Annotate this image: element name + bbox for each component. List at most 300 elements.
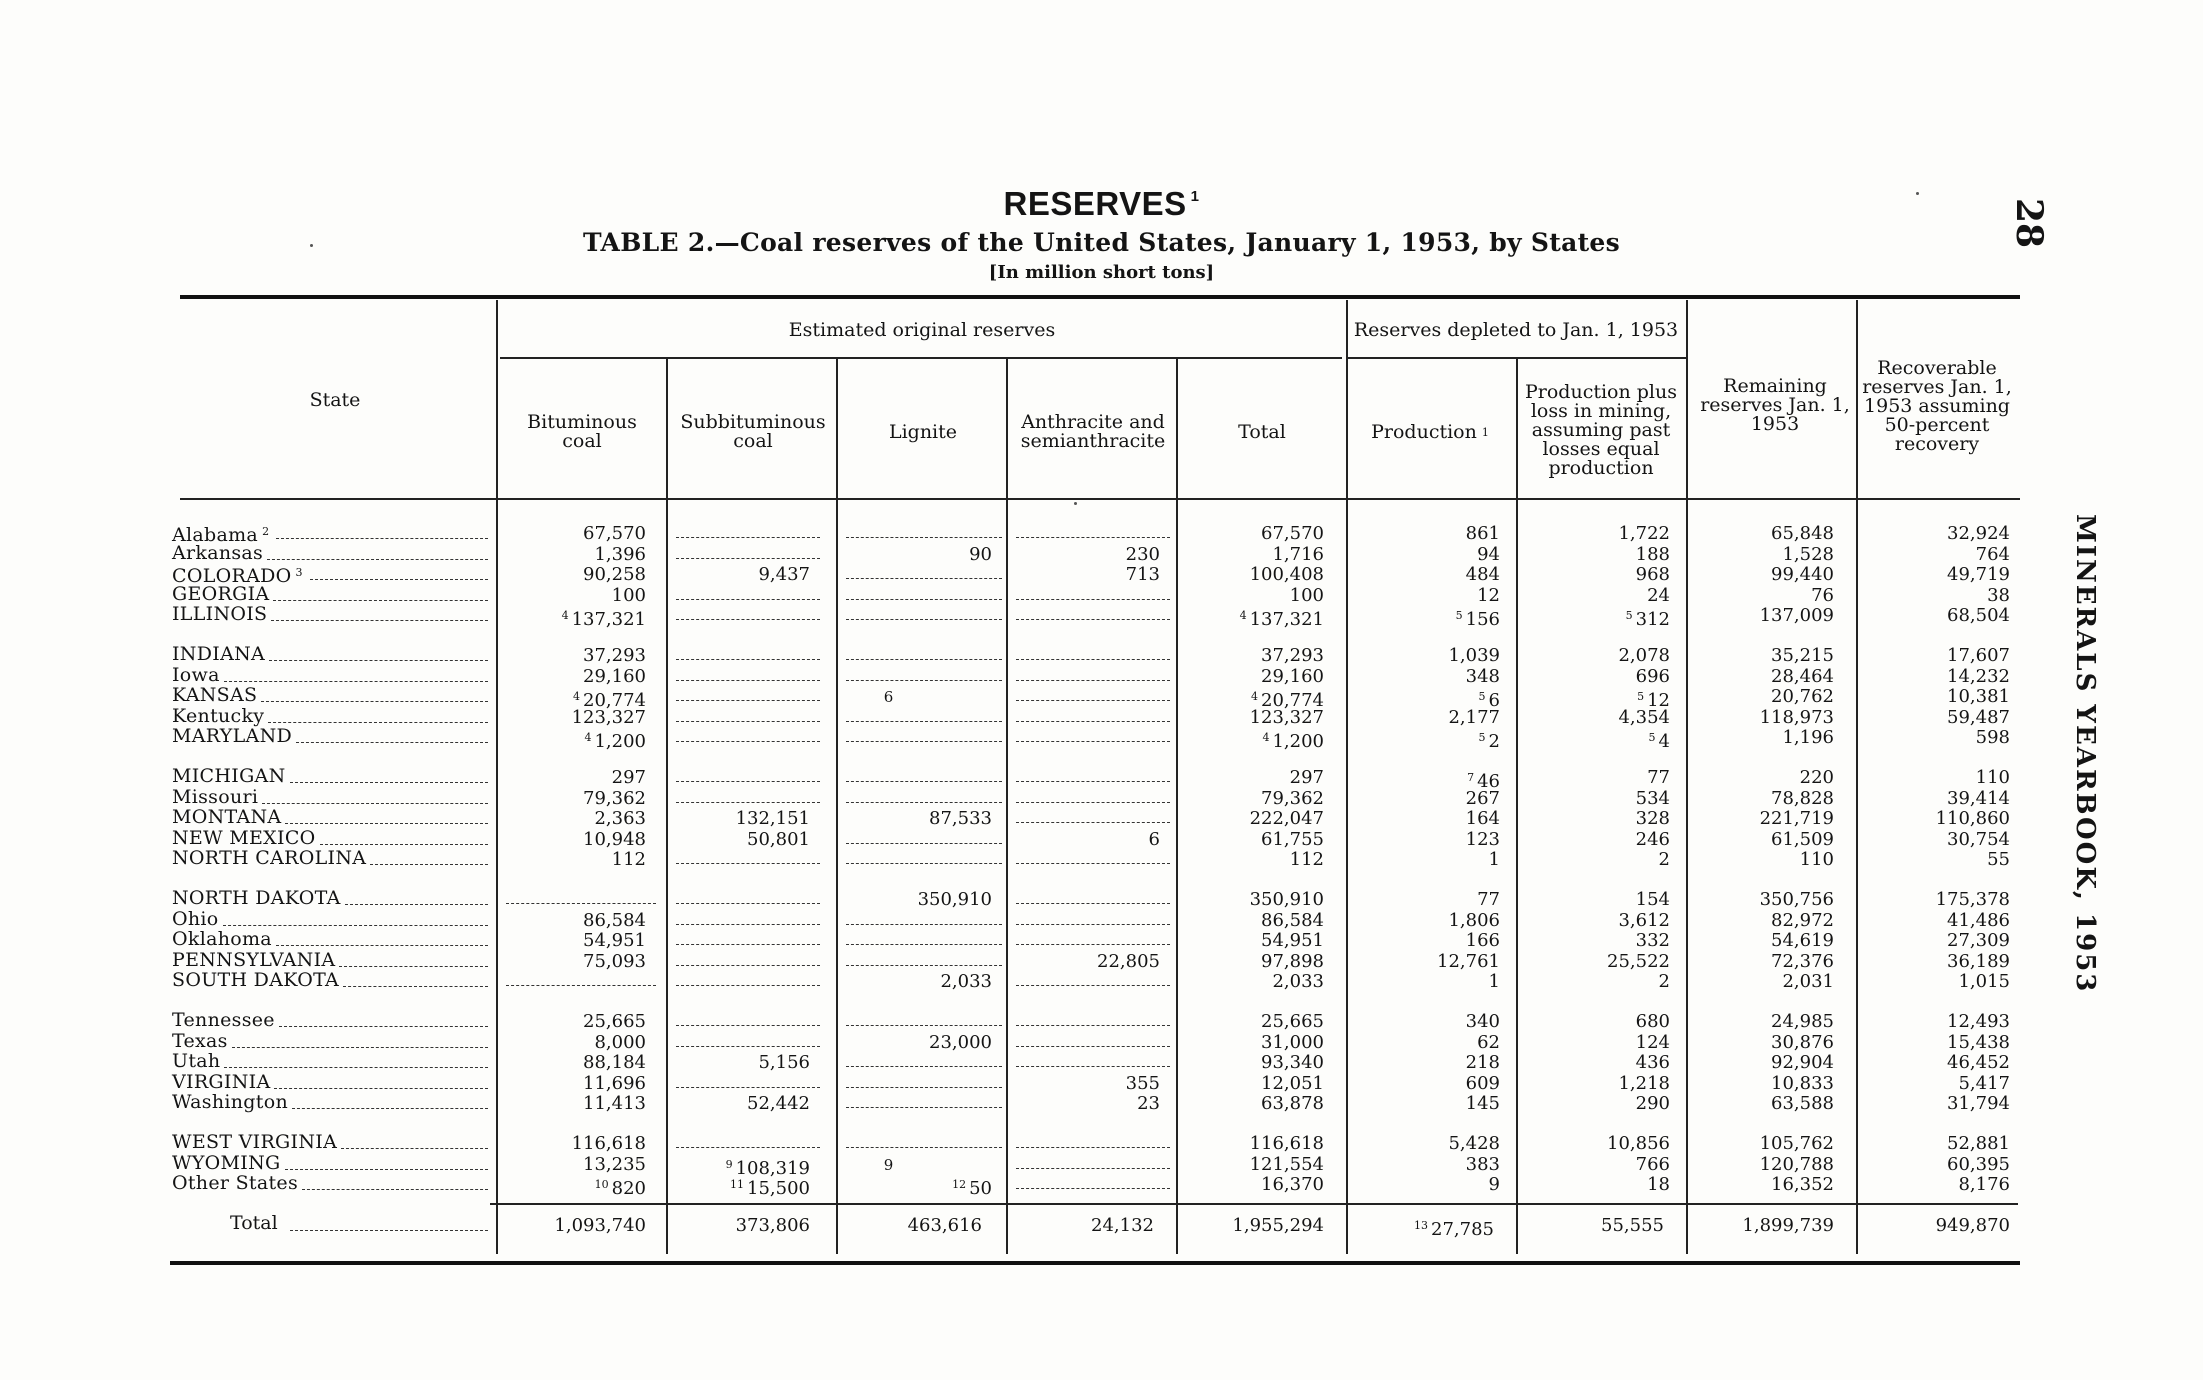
- state-name: [172, 828, 316, 848]
- cell-value: 54,951: [1261, 930, 1324, 952]
- state-name: [172, 909, 219, 929]
- cell-value: 5,428: [1448, 1133, 1500, 1154]
- empty-cell-dash: [846, 680, 1002, 681]
- state-footnote: 2: [262, 525, 270, 538]
- cell-value: 332: [1635, 930, 1670, 952]
- empty-cell-dash: [1016, 680, 1170, 681]
- cell-value: 49,719: [1947, 564, 2010, 586]
- cell-value: 24: [1647, 584, 1670, 606]
- cell-production: [1350, 1074, 1500, 1094]
- header-production-label: Production: [1371, 420, 1477, 443]
- cell-production-plus-loss: [1520, 789, 1670, 809]
- cell-value: 2,031: [1782, 971, 1834, 993]
- state-name: [172, 1051, 220, 1071]
- cell-value: 112: [1289, 849, 1324, 871]
- cell-remaining: [1690, 890, 1834, 910]
- empty-cell-dash: [1016, 944, 1170, 945]
- cell-value: 17,607: [1947, 645, 2010, 666]
- cell-value: 9,437: [758, 564, 810, 586]
- cell-production: [1350, 850, 1500, 870]
- cell-value: 61,509: [1771, 828, 1834, 850]
- cell-value: 59,487: [1947, 706, 2010, 728]
- cell-value: 267: [1465, 787, 1500, 809]
- cell-value: 86,584: [583, 909, 646, 931]
- cell-anthracite: [1010, 952, 1160, 972]
- cell-value: 680: [1635, 1011, 1670, 1032]
- cell-value: 3,612: [1618, 909, 1670, 931]
- cell-value: 67,570: [583, 523, 646, 544]
- header-bituminous: Bituminous coal: [527, 411, 637, 452]
- empty-cell-dash: [846, 659, 1002, 660]
- state-leader: [224, 681, 488, 682]
- state-leader: [302, 1189, 488, 1190]
- empty-cell-dash: [846, 944, 1002, 945]
- cell-value: 123: [1465, 828, 1500, 850]
- cell-value: 4,354: [1618, 706, 1670, 728]
- cell-footnote: 11: [730, 1178, 745, 1192]
- cell-value: 1,528: [1782, 543, 1834, 565]
- header-group-original: Estimated original reserves: [788, 318, 1056, 341]
- empty-cell-dash: [846, 781, 1002, 782]
- state-leader: [290, 782, 488, 783]
- cell-recoverable: [1860, 850, 2010, 870]
- cell-recoverable: [1860, 1012, 2010, 1032]
- cell-value: 350,910: [917, 889, 992, 910]
- empty-cell-dash: [676, 741, 820, 742]
- cell-remaining: [1690, 931, 1834, 951]
- state-label: SOUTH DAKOTA: [172, 969, 340, 992]
- cell-value: 86,584: [1261, 909, 1324, 931]
- total-row-remaining: 1,899,739: [1742, 1215, 1834, 1236]
- cell-value: 15,500: [747, 1178, 810, 1200]
- page-number: 28: [2008, 198, 2050, 249]
- cell-value: 14,232: [1947, 665, 2010, 687]
- cell-anthracite: [1010, 565, 1160, 585]
- state-name: [172, 685, 257, 705]
- cell-value: 50,801: [747, 828, 810, 850]
- cell-subbituminous: [670, 830, 810, 850]
- cell-value: 968: [1635, 564, 1670, 586]
- cell-value: 25,665: [583, 1011, 646, 1032]
- cell-remaining: [1690, 911, 1834, 931]
- bottom-rule: [170, 1261, 2020, 1265]
- table-caption: TABLE 2.—Coal reserves of the United States, January 1, 1953, by States: [582, 228, 1621, 257]
- cell-value: 37,293: [583, 645, 646, 666]
- cell-bituminous: [500, 524, 646, 544]
- cell-total: [1180, 789, 1324, 809]
- cell-subbituminous: [670, 1053, 810, 1073]
- cell-value: 55: [1987, 849, 2010, 871]
- header-production: [1348, 400, 1512, 464]
- cell-value: 52,442: [747, 1093, 810, 1115]
- cell-lignite: [840, 1175, 992, 1199]
- cell-subbituminous: [670, 1175, 810, 1199]
- cell-lignite: [840, 1033, 992, 1053]
- empty-cell-dash: [1016, 924, 1170, 925]
- cell-value: 63,588: [1771, 1093, 1834, 1115]
- cell-total: [1180, 708, 1324, 728]
- cell-total: [1180, 1155, 1324, 1175]
- cell-production: [1350, 1012, 1500, 1032]
- empty-cell-dash: [846, 1025, 1002, 1026]
- cell-recoverable: [1860, 1053, 2010, 1073]
- cell-bituminous: [500, 809, 646, 829]
- cell-recoverable: [1860, 524, 2010, 544]
- cell-value: 16,370: [1261, 1174, 1324, 1196]
- cell-value: 99,440: [1771, 564, 1834, 586]
- cell-production: [1350, 565, 1500, 585]
- cell-total: [1180, 890, 1324, 910]
- cell-value: 37,293: [1261, 645, 1324, 666]
- cell-value: 92,904: [1771, 1052, 1834, 1074]
- cell-footnote: 5: [1478, 690, 1486, 704]
- cell-bituminous: [500, 789, 646, 809]
- cell-bituminous: [500, 1074, 646, 1094]
- empty-cell-dash: [846, 863, 1002, 864]
- cell-bituminous: [500, 708, 646, 728]
- cell-value: 36,189: [1947, 950, 2010, 972]
- cell-value: 93,340: [1261, 1052, 1324, 1074]
- cell-recoverable: [1860, 1175, 2010, 1195]
- state-label: Missouri: [172, 785, 259, 808]
- empty-cell-dash: [846, 1107, 1002, 1108]
- cell-recoverable: [1860, 1134, 2010, 1154]
- cell-recoverable: [1860, 1074, 2010, 1094]
- cell-value: 41,486: [1947, 909, 2010, 931]
- cell-remaining: [1690, 972, 1834, 992]
- cell-value: 76: [1811, 584, 1834, 606]
- cell-remaining: [1690, 830, 1834, 850]
- cell-value: 1,716: [1272, 543, 1324, 565]
- cell-production-plus-loss: [1520, 708, 1670, 728]
- cell-production-plus-loss: [1520, 850, 1670, 870]
- cell-value: 10,381: [1947, 686, 2010, 708]
- cell-value: 35,215: [1771, 645, 1834, 666]
- cell-production: [1350, 972, 1500, 992]
- cell-value: 32,924: [1947, 523, 2010, 544]
- cell-footnote: 4: [573, 690, 581, 704]
- state-leader: [345, 904, 488, 905]
- cell-value: 18: [1647, 1174, 1670, 1196]
- total-row-production-value: 27,785: [1431, 1219, 1494, 1240]
- state-footnote: 3: [295, 566, 303, 580]
- cell-production-plus-loss: [1520, 646, 1670, 666]
- cell-value: 12,761: [1437, 950, 1500, 972]
- cell-remaining: [1690, 524, 1834, 544]
- state-name: [172, 706, 264, 726]
- empty-cell-dash: [676, 1147, 820, 1148]
- cell-recoverable: [1860, 687, 2010, 707]
- cell-value: 46: [1477, 771, 1500, 792]
- cell-remaining: [1690, 708, 1834, 728]
- empty-cell-dash: [846, 619, 1002, 620]
- cell-value: 82,972: [1771, 909, 1834, 931]
- state-name: [172, 766, 286, 786]
- cell-production-plus-loss: [1520, 1012, 1670, 1032]
- col-divider-4: [1006, 358, 1008, 1254]
- empty-cell-dash: [676, 599, 820, 600]
- cell-value: 220: [1799, 767, 1834, 788]
- cell-lignite: [840, 972, 992, 992]
- cell-value: 54,951: [583, 930, 646, 952]
- cell-value: 100,408: [1249, 564, 1324, 586]
- state-label: PENNSYLVANIA: [172, 948, 336, 971]
- cell-value: 1,722: [1618, 523, 1670, 544]
- cell-remaining: [1690, 789, 1834, 809]
- cell-footnote: 5: [1648, 731, 1656, 745]
- cell-value: 1,396: [594, 543, 646, 565]
- cell-value: 2,177: [1448, 706, 1500, 728]
- cell-value: 6: [1148, 828, 1160, 850]
- cell-value: 222,047: [1249, 808, 1324, 830]
- col-divider-8: [1686, 300, 1688, 1254]
- state-label: VIRGINIA: [172, 1070, 271, 1093]
- cell-value: 54,619: [1771, 930, 1834, 952]
- cell-value: 175,378: [1935, 889, 2010, 910]
- state-label: MARYLAND: [172, 725, 293, 748]
- cell-value: 79,362: [583, 787, 646, 809]
- cell-value: 68,504: [1947, 605, 2010, 627]
- cell-production-plus-loss: [1520, 768, 1670, 788]
- cell-recoverable: [1860, 789, 2010, 809]
- state-name: [172, 644, 265, 664]
- empty-cell-dash: [676, 659, 820, 660]
- cell-production: [1350, 1134, 1500, 1154]
- header-production-footnote: 1: [1481, 425, 1489, 439]
- cell-value: 123,327: [571, 706, 646, 728]
- cell-recoverable: [1860, 606, 2010, 626]
- cell-bituminous: [500, 1134, 646, 1154]
- cell-value: 6: [1488, 690, 1500, 712]
- col-divider-9: [1856, 300, 1858, 1254]
- cell-value: 2: [1658, 971, 1670, 993]
- state-label: Ohio: [172, 907, 219, 930]
- cell-production: [1350, 545, 1500, 565]
- cell-value: 116,618: [571, 1133, 646, 1154]
- empty-cell-dash: [846, 843, 1002, 844]
- col-divider-6: [1346, 300, 1348, 1254]
- cell-total: [1180, 931, 1324, 951]
- cell-value: 12: [1477, 584, 1500, 606]
- state-label: NEW MEXICO: [172, 826, 316, 849]
- cell-production: [1350, 586, 1500, 606]
- cell-lignite: [860, 1155, 920, 1175]
- state-leader: [320, 844, 488, 845]
- cell-value: 2,078: [1618, 645, 1670, 666]
- total-row-label: Total: [230, 1212, 278, 1234]
- state-leader: [343, 986, 488, 987]
- cell-total: [1180, 809, 1324, 829]
- state-label: Tennessee: [172, 1009, 275, 1031]
- cell-recoverable: [1860, 911, 2010, 931]
- scan-speck: [310, 244, 313, 247]
- state-leader: [276, 538, 488, 539]
- cell-value: 77: [1647, 767, 1670, 788]
- cell-remaining: [1690, 1053, 1834, 1073]
- empty-cell-dash: [1016, 700, 1170, 701]
- cell-value: 436: [1635, 1052, 1670, 1074]
- cell-value: 23,000: [929, 1031, 992, 1053]
- cell-total: [1180, 545, 1324, 565]
- state-name: [172, 807, 281, 827]
- cell-total: [1180, 524, 1324, 544]
- cell-value: 105,762: [1759, 1133, 1834, 1154]
- cell-production-plus-loss: [1520, 586, 1670, 606]
- cell-production-plus-loss: [1520, 952, 1670, 972]
- cell-value: 230: [1125, 543, 1160, 565]
- cell-footnote: 12: [952, 1178, 967, 1192]
- state-name: [172, 665, 220, 685]
- cell-value: 10,856: [1607, 1133, 1670, 1154]
- cell-total: [1180, 1094, 1324, 1114]
- cell-footnote: 5: [1455, 609, 1463, 623]
- cell-value: 218: [1465, 1052, 1500, 1074]
- empty-cell-dash: [846, 924, 1002, 925]
- running-head: MINERALS YEARBOOK, 1953: [2070, 514, 2100, 994]
- cell-lignite: [860, 687, 920, 707]
- scan-speck: [1916, 192, 1919, 195]
- cell-value: 108,319: [735, 1157, 810, 1179]
- cell-value: 25,522: [1607, 950, 1670, 972]
- cell-bituminous: [500, 667, 646, 687]
- cell-production: [1350, 606, 1500, 630]
- cell-production: [1350, 952, 1500, 972]
- cell-value: 60,395: [1947, 1153, 2010, 1175]
- empty-cell-dash: [676, 1087, 820, 1088]
- cell-anthracite: [1010, 1094, 1160, 1114]
- state-name: [172, 1153, 281, 1173]
- cell-recoverable: [1860, 952, 2010, 972]
- cell-value: 10,833: [1771, 1072, 1834, 1094]
- cell-footnote: 4: [561, 609, 569, 623]
- cell-bituminous: [500, 911, 646, 931]
- empty-cell-dash: [846, 721, 1002, 722]
- cell-value: 31,000: [1261, 1031, 1324, 1053]
- cell-footnote: 10: [594, 1178, 609, 1192]
- cell-bituminous: [500, 768, 646, 788]
- cell-production: [1350, 830, 1500, 850]
- cell-value: 11,413: [583, 1093, 646, 1115]
- cell-bituminous: [500, 1012, 646, 1032]
- cell-value: 1,806: [1448, 909, 1500, 931]
- total-row-recoverable: 949,870: [1935, 1215, 2010, 1236]
- cell-total: [1180, 606, 1324, 630]
- state-leader: [339, 966, 488, 967]
- cell-recoverable: [1860, 809, 2010, 829]
- state-label: NORTH DAKOTA: [172, 887, 341, 909]
- state-label: INDIANA: [172, 643, 266, 665]
- cell-value: 166: [1465, 930, 1500, 952]
- cell-footnote: 5: [1478, 731, 1486, 745]
- empty-cell-dash: [676, 802, 820, 803]
- cell-total: [1180, 1033, 1324, 1053]
- cell-value: 61,755: [1261, 828, 1324, 850]
- state-leader: [276, 945, 488, 946]
- cell-value: 5,156: [758, 1052, 810, 1074]
- state-leader: [296, 742, 488, 743]
- cell-value: 484: [1465, 564, 1500, 586]
- cell-value: 87,533: [929, 808, 992, 830]
- cell-value: 20,774: [583, 690, 646, 712]
- cell-total: [1180, 952, 1324, 972]
- cell-value: 1,218: [1618, 1072, 1670, 1094]
- header-state: State: [309, 388, 361, 411]
- cell-value: 90,258: [583, 564, 646, 586]
- empty-cell-dash: [1016, 741, 1170, 742]
- empty-cell-dash: [1016, 659, 1170, 660]
- cell-total: [1180, 728, 1324, 752]
- empty-cell-dash: [506, 985, 656, 986]
- cell-value: 221,719: [1759, 808, 1834, 830]
- cell-value: 23: [1137, 1093, 1160, 1115]
- cell-remaining: [1690, 667, 1834, 687]
- cell-value: 145: [1465, 1093, 1500, 1115]
- cell-production-plus-loss: [1520, 911, 1670, 931]
- empty-cell-dash: [676, 619, 820, 620]
- empty-cell-dash: [676, 680, 820, 681]
- cell-footnote: 5: [1637, 690, 1645, 704]
- cell-value: 348: [1465, 665, 1500, 687]
- empty-cell-dash: [1016, 1147, 1170, 1148]
- state-label: Alabama: [172, 524, 259, 546]
- state-leader: [279, 1026, 488, 1027]
- empty-cell-dash: [1016, 1168, 1170, 1169]
- empty-cell-dash: [1016, 619, 1170, 620]
- empty-cell-dash: [676, 924, 820, 925]
- state-leader: [370, 864, 488, 865]
- cell-production-plus-loss: [1520, 830, 1670, 850]
- cell-value: 1,200: [1272, 731, 1324, 753]
- cell-value: 861: [1465, 523, 1500, 544]
- cell-value: 297: [1289, 767, 1324, 788]
- state-name: [172, 543, 263, 563]
- cell-value: 13,235: [583, 1153, 646, 1175]
- total-row-bituminous: 1,093,740: [554, 1215, 646, 1236]
- cell-value: 188: [1635, 543, 1670, 565]
- cell-value: 78,828: [1771, 787, 1834, 809]
- empty-cell-dash: [846, 537, 1002, 538]
- cell-value: 118,973: [1759, 706, 1834, 728]
- state-leader: [271, 620, 488, 621]
- cell-remaining: [1690, 1155, 1834, 1175]
- cell-subbituminous: [670, 565, 810, 585]
- cell-bituminous: [500, 830, 646, 850]
- empty-cell-dash: [1016, 599, 1170, 600]
- cell-value: 355: [1125, 1072, 1160, 1094]
- empty-cell-dash: [676, 903, 820, 904]
- cell-value: 124: [1635, 1031, 1670, 1053]
- cell-footnote: 9: [883, 1155, 894, 1174]
- cell-value: 97,898: [1261, 950, 1324, 972]
- empty-cell-dash: [506, 903, 656, 904]
- cell-production: [1350, 667, 1500, 687]
- cell-remaining: [1690, 545, 1834, 565]
- state-label: MICHIGAN: [172, 765, 286, 787]
- state-name: [172, 1010, 275, 1030]
- total-top-rule: [490, 1203, 2018, 1205]
- cell-remaining: [1690, 606, 1834, 626]
- cell-bituminous: [500, 728, 646, 752]
- header-group-depleted: Reserves depleted to Jan. 1, 1953: [1353, 318, 1679, 341]
- total-row-total: 1,955,294: [1232, 1215, 1324, 1236]
- cell-value: 154: [1635, 889, 1670, 910]
- cell-value: 110,860: [1935, 808, 2010, 830]
- top-rule: [180, 295, 2020, 299]
- cell-production-plus-loss: [1520, 728, 1670, 752]
- cell-value: 116,618: [1249, 1133, 1324, 1154]
- cell-production: [1350, 708, 1500, 728]
- empty-cell-dash: [676, 985, 820, 986]
